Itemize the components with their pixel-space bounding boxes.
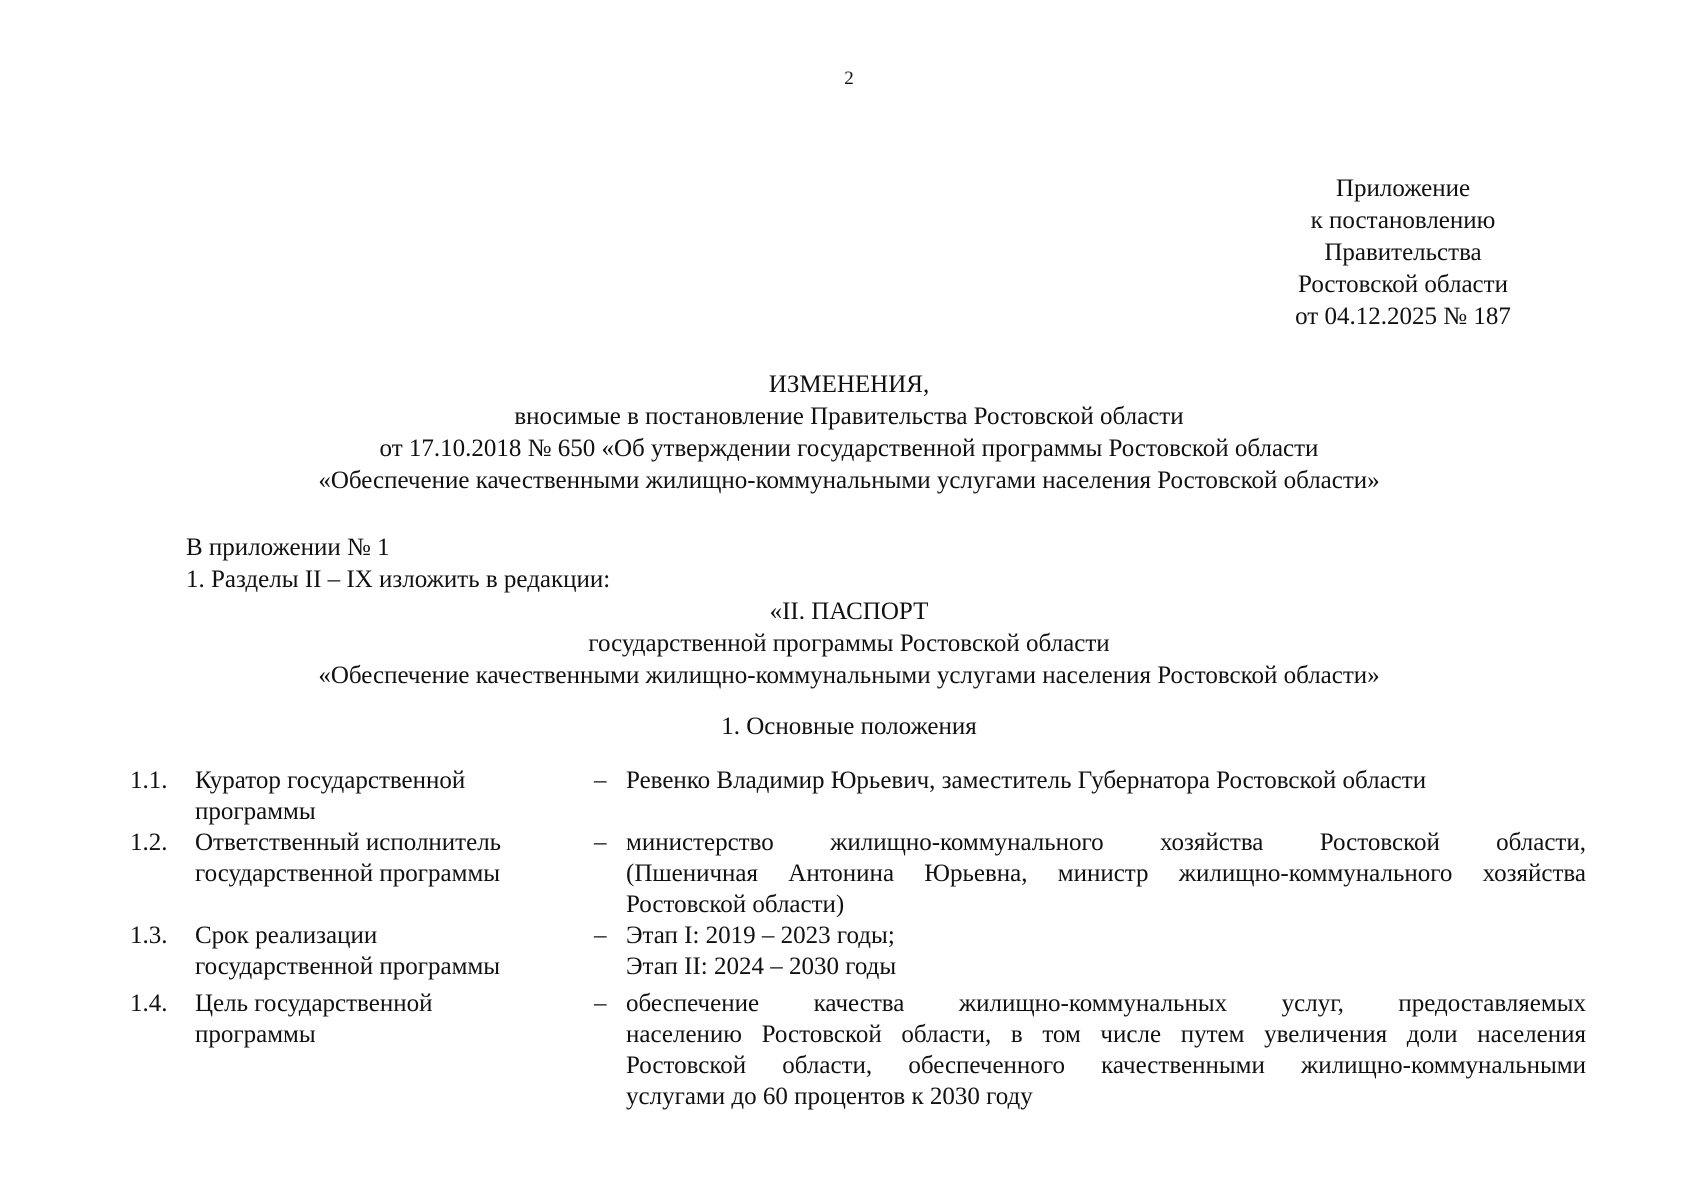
intro-block <box>186 533 1586 597</box>
table-row <box>0 989 1698 1113</box>
row-value-line: населению Ростовской области, в том числе путем увеличения доли населения <box>626 1021 1586 1048</box>
passport-title: «II. ПАСПОРТ <box>769 598 929 625</box>
appendix-line: к постановлению <box>1310 207 1496 234</box>
row-value-line: услугами до 60 процентов к 2030 году <box>626 1083 1033 1110</box>
row-label-line: государственной программы <box>195 953 501 980</box>
provisions-table <box>0 766 1698 1113</box>
row-value-line: обеспечение качества жилищно-коммунальных услуг, предоставляемых <box>626 990 1586 1017</box>
changes-heading <box>0 370 1698 498</box>
row-value <box>626 921 1586 983</box>
row-value <box>626 766 1586 797</box>
row-value-line: министерство жилищно-коммунального хозяйства Ростовской области, <box>626 829 1586 856</box>
row-value-line: Ростовской области) <box>626 891 845 918</box>
passport-line: «Обеспечение качественными жилищно-коммунальными услугами населения Ростовской области» <box>318 662 1380 689</box>
row-value-line: Этап II: 2024 – 2030 годы <box>626 953 897 980</box>
row-value <box>626 828 1586 921</box>
row-number: 1.1. <box>130 767 168 794</box>
row-label-line: государственной программы <box>195 860 501 887</box>
row-value-line: Этап I: 2019 – 2023 годы; <box>626 922 895 949</box>
table-row <box>0 828 1698 921</box>
section-title: 1. Основные положения <box>721 713 977 740</box>
table-row <box>0 766 1698 828</box>
changes-line: от 17.10.2018 № 650 «Об утверждении государственной программы Ростовской области <box>379 435 1319 462</box>
table-row <box>0 921 1698 989</box>
row-label <box>195 989 575 1051</box>
row-label-line: Ответственный исполнитель <box>195 829 502 856</box>
changes-line: «Обеспечение качественными жилищно-коммунальными услугами населения Ростовской области» <box>318 467 1380 494</box>
row-dash: – <box>594 829 607 856</box>
row-label <box>195 766 575 828</box>
appendix-line: от 04.12.2025 № 187 <box>1295 303 1511 330</box>
appendix-block <box>1240 174 1566 334</box>
row-label-line: программы <box>195 798 316 825</box>
passport-heading <box>0 597 1698 693</box>
appendix-line: Приложение <box>1335 175 1471 202</box>
appendix-line: Правительства <box>1324 239 1482 266</box>
intro-line: 1. Разделы II – IX изложить в редакции: <box>186 566 611 593</box>
intro-line: В приложении № 1 <box>186 534 390 561</box>
appendix-line: Ростовской области <box>1298 271 1508 298</box>
row-value-line: (Пшеничная Антонина Юрьевна, министр жилищно-коммунального хозяйства <box>626 860 1586 887</box>
row-number: 1.2. <box>130 829 168 856</box>
passport-line: государственной программы Ростовской области <box>588 630 1110 657</box>
row-label-line: Цель государственной <box>195 990 433 1017</box>
row-value-line: Ростовской области, обеспеченного качественными жилищно-коммунальными <box>626 1052 1586 1079</box>
row-number: 1.3. <box>130 922 168 949</box>
page-number: 2 <box>844 68 854 89</box>
row-dash: – <box>594 922 607 949</box>
row-dash: – <box>594 990 607 1017</box>
row-dash: – <box>594 767 607 794</box>
changes-line: вносимые в постановление Правительства Ростовской области <box>514 403 1184 430</box>
row-label-line: Срок реализации <box>195 922 378 949</box>
row-value-line: Ревенко Владимир Юрьевич, заместитель Губернатора Ростовской области <box>626 767 1427 794</box>
row-value <box>626 989 1586 1113</box>
row-label-line: Куратор государственной <box>195 767 466 794</box>
row-label <box>195 828 575 890</box>
row-number: 1.4. <box>130 990 168 1017</box>
row-label <box>195 921 575 983</box>
row-label-line: программы <box>195 1021 316 1048</box>
changes-title: ИЗМЕНЕНИЯ, <box>768 371 930 398</box>
